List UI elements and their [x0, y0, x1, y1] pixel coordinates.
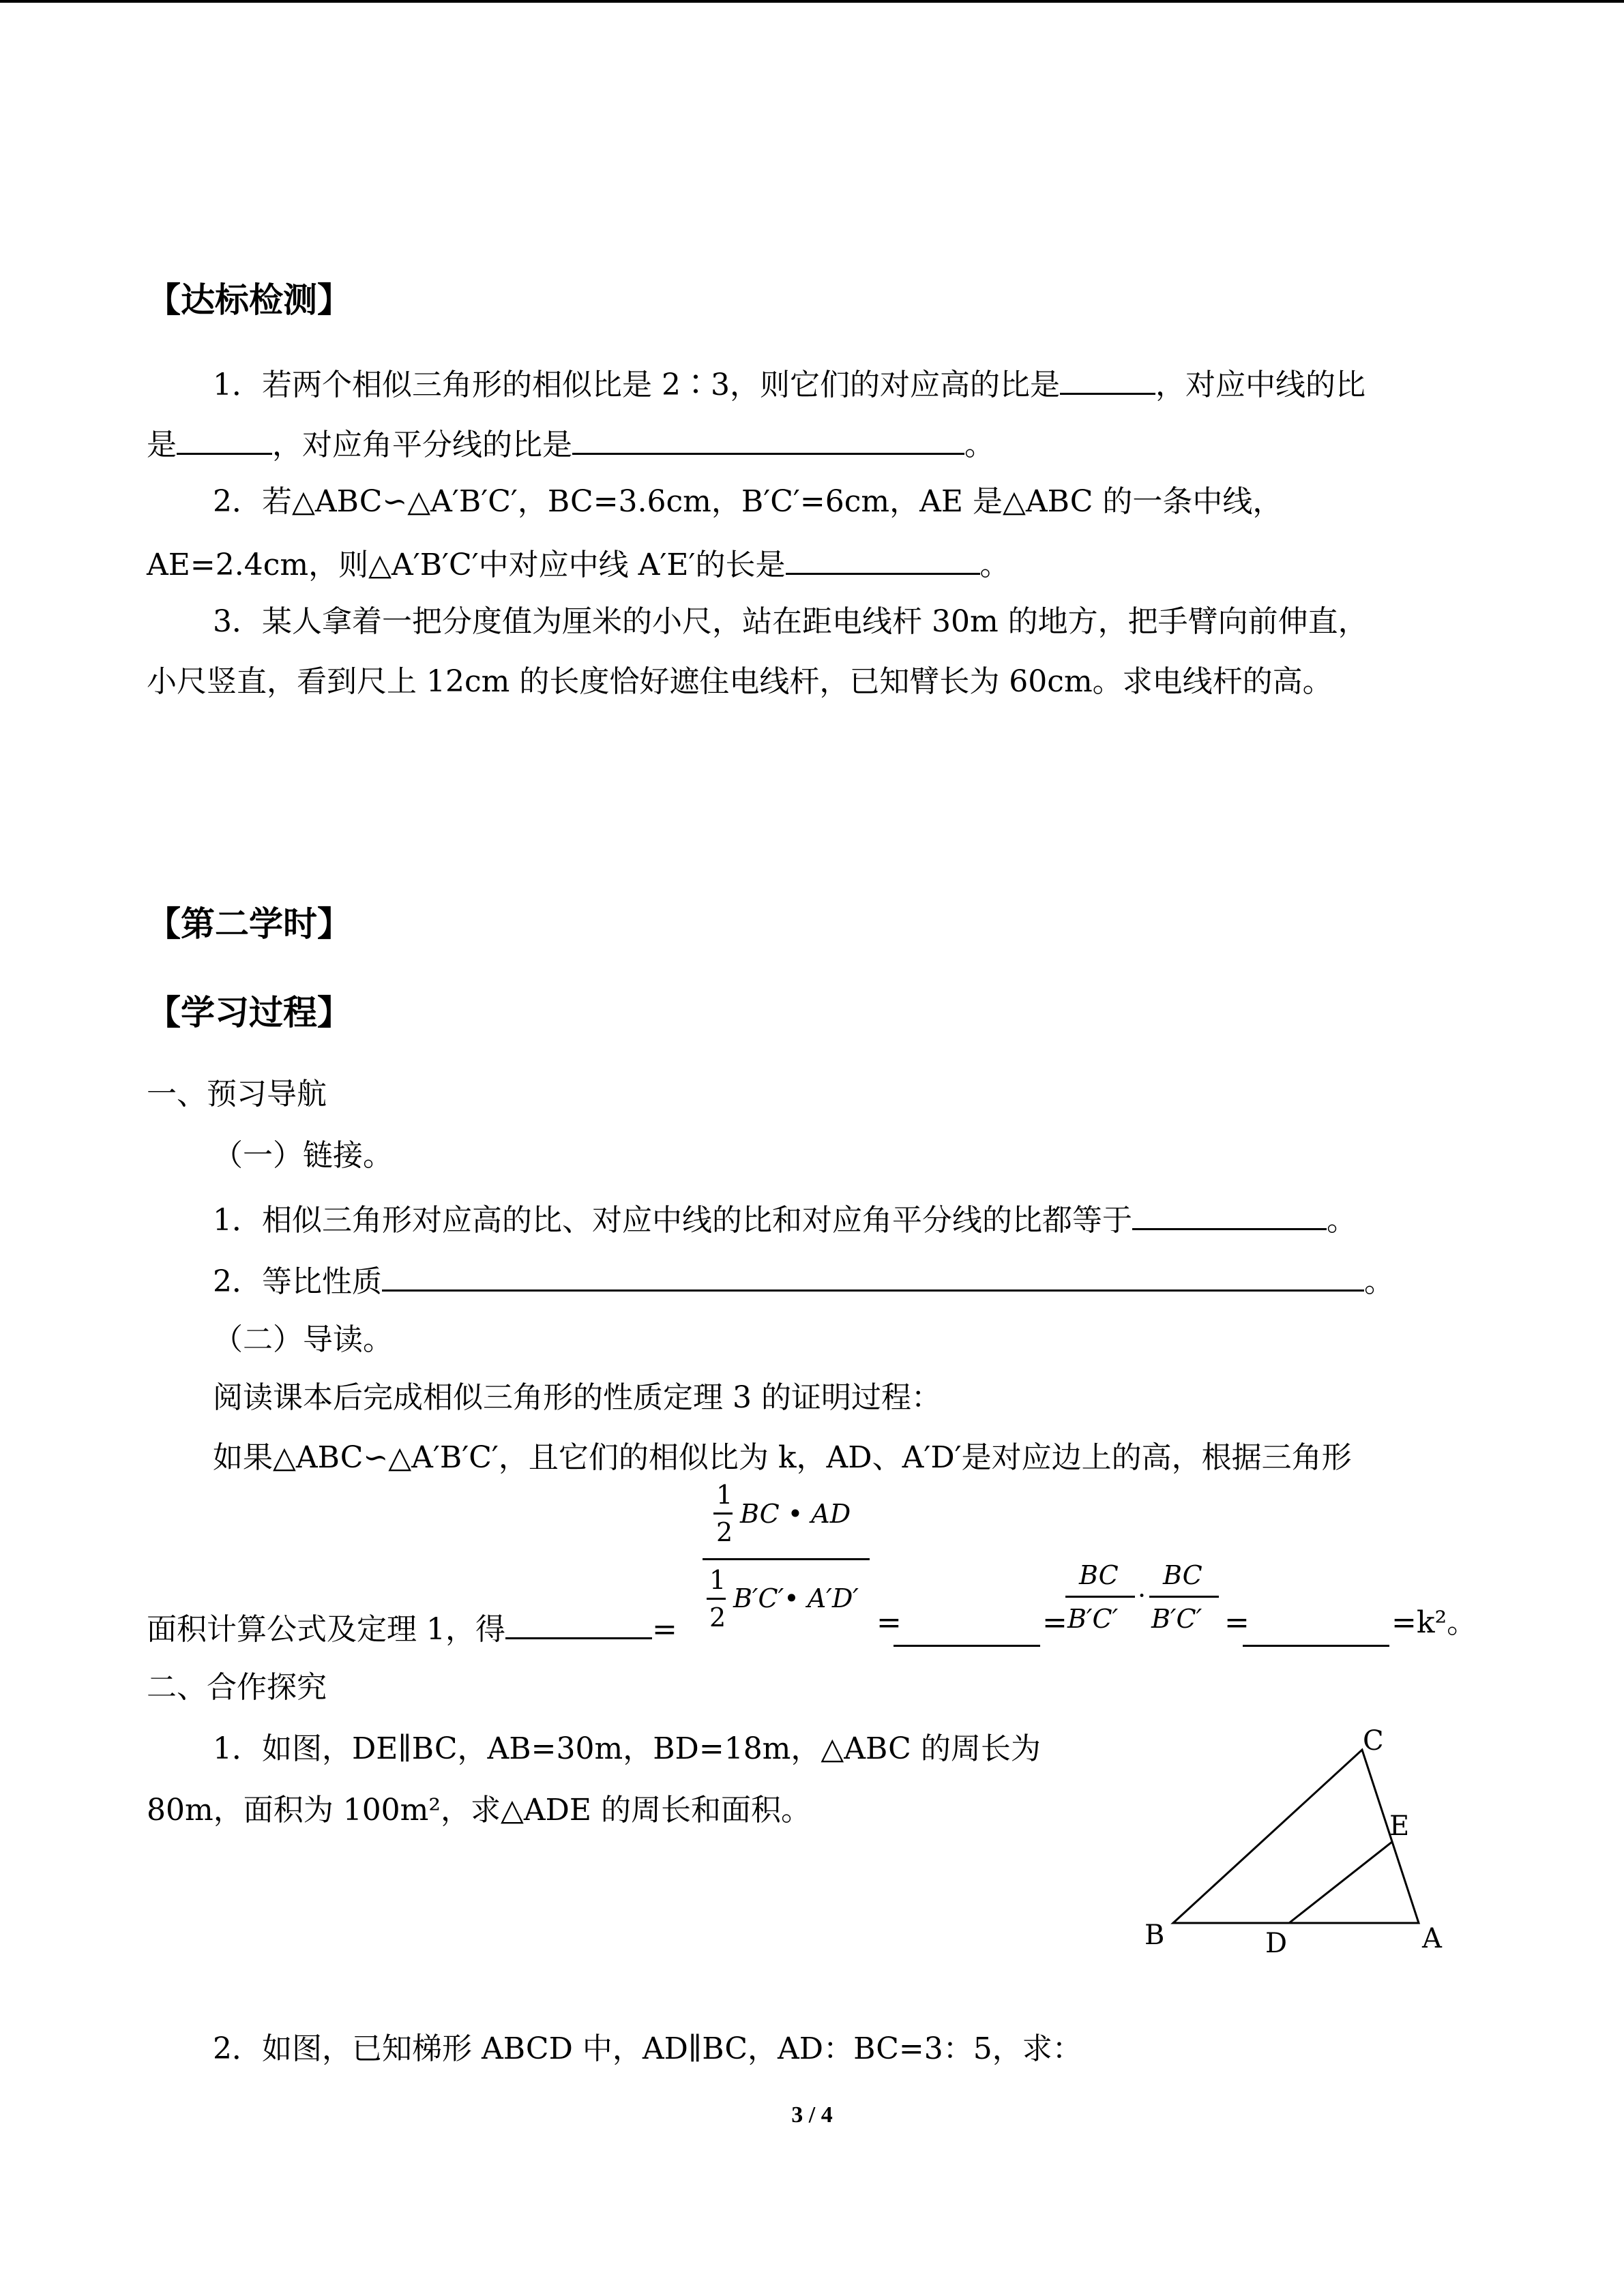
segment-de [1289, 1842, 1392, 1923]
preview-item-2: 2．等比性质 。 [213, 1258, 1394, 1302]
coop-question-1-line-2: 80m，面积为 100m²，求△ADE 的周长和面积。 [147, 1793, 812, 1828]
answer-blank[interactable] [786, 541, 980, 575]
answer-blank[interactable] [572, 421, 964, 455]
ratio-numerator-1: BC [1079, 1560, 1119, 1590]
label-c: C [1363, 1725, 1384, 1757]
coop-question-1-line-1: 1．如图，DE∥BC，AB=30m，BD=18m，△ABC 的周长为 [213, 1731, 1041, 1766]
top-border [0, 0, 1624, 3]
read-instruction: 阅读课本后完成相似三角形的性质定理 3 的证明过程： [213, 1380, 941, 1415]
formula-line: 面积计算公式及定理 1，得 = [147, 1606, 677, 1650]
answer-blank[interactable] [1132, 1197, 1327, 1230]
equals-1: = [876, 1605, 902, 1640]
multiply-dot: · [1138, 1581, 1147, 1611]
ratio-bar-1 [1065, 1596, 1135, 1598]
half-denominator-2b: 2 [709, 1602, 726, 1632]
answer-blank[interactable] [1243, 1613, 1389, 1647]
half-bar [713, 1512, 733, 1515]
if-statement: 如果△ABC∽△A′B′C′，且它们的相似比为 k，AD、A′D′是对应边上的高，根据三角形 [213, 1440, 1352, 1475]
ratio-numerator-2: BC [1163, 1560, 1202, 1590]
page-number: 3 / 4 [791, 2102, 833, 2128]
equals-2: = [1042, 1605, 1067, 1640]
equals-k-squared: =k²。 [1391, 1605, 1477, 1640]
half-numerator-1: 1 [716, 1480, 733, 1510]
check-question-2-line-1: 2．若△ABC∽△A′B′C′，BC=3.6cm，B′C′=6cm，AE 是△ABC 的一条中线， [213, 484, 1283, 519]
answer-blank[interactable] [505, 1606, 652, 1639]
triangle-figure [1132, 1718, 1460, 1964]
coop-title: 二、合作探究 [147, 1670, 327, 1705]
coop-question-2: 2．如图，已知梯形 ABCD 中，AD∥BC，AD：BC=3：5，求： [213, 2031, 1082, 2066]
label-b: B [1145, 1920, 1165, 1951]
label-a: A [1422, 1923, 1442, 1954]
answer-blank[interactable] [382, 1258, 1364, 1292]
denominator-bc-ad-prime: B′C′• A′D′ [733, 1583, 859, 1613]
check-question-1-line-2: 是 ，对应角平分线的比是 。 [147, 421, 994, 466]
main-fraction-bar [703, 1558, 870, 1560]
check-question-1-line-1: 1．若两个相似三角形的相似比是 2∶3，则它们的对应高的比是 ，对应中线的比 [213, 361, 1365, 406]
check-question-3-line-1: 3．某人拿着一把分度值为厘米的小尺，站在距电线杆 30m 的地方，把手臂向前伸直， [213, 604, 1368, 639]
answer-blank[interactable] [894, 1613, 1040, 1647]
guide-title: （二）导读。 [213, 1322, 393, 1357]
label-e: E [1389, 1810, 1410, 1842]
preview-item-1: 1．相似三角形对应高的比、对应中线的比和对应角平分线的比都等于 。 [213, 1197, 1357, 1241]
answer-blank[interactable] [177, 421, 272, 455]
check-question-3-line-2: 小尺竖直，看到尺上 12cm 的长度恰好遮住电线杆，已知臂长为 60cm。求电线杆的高。 [147, 664, 1333, 699]
section-title-second-period: 【第二学时】 [147, 904, 351, 944]
answer-blank[interactable] [1060, 361, 1155, 395]
check-question-2-line-2: AE=2.4cm，则△A′B′C′中对应中线 A′E′的长是 。 [147, 541, 1010, 586]
half-numerator-1b: 1 [709, 1565, 726, 1595]
equals-3: = [1224, 1605, 1250, 1640]
half-bar-b [707, 1598, 726, 1600]
ratio-denominator-1: B′C′ [1067, 1604, 1119, 1634]
triangle-abc [1173, 1750, 1419, 1923]
link-title: （一）链接。 [213, 1138, 393, 1173]
preview-title: 一、预习导航 [147, 1077, 327, 1112]
section-title-check: 【达标检测】 [147, 280, 351, 320]
half-denominator-2: 2 [716, 1517, 733, 1547]
ratio-denominator-2: B′C′ [1151, 1604, 1202, 1634]
numerator-bc-ad: BC • AD [740, 1499, 851, 1529]
ratio-bar-2 [1149, 1596, 1219, 1598]
label-d: D [1265, 1928, 1288, 1959]
section-title-process: 【学习过程】 [147, 993, 351, 1032]
